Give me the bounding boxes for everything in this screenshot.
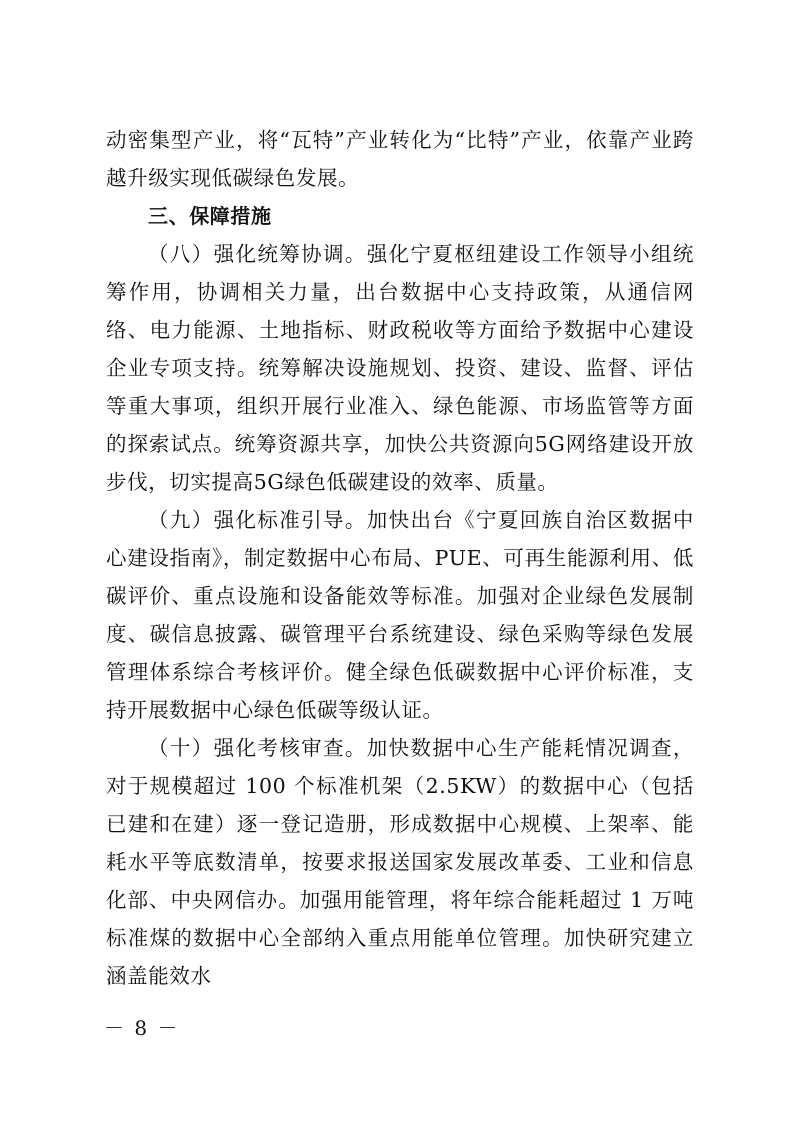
page-number: － 8 － xyxy=(104,1016,180,1040)
section-heading: 三、保障措施 xyxy=(148,204,272,228)
paragraph-standards: （九）强化标准引导。加快出台《宁夏回族自治区数据中心建设指南》，制定数据中心布局、PUE、可再生能源利用、低碳评价、重点设施和设备能效等标准。加强对企业绿色发展制度、碳信息披露、碳管理平台系统建设、绿色采购等绿色发展管理体系综合考核评价。健全绿色低碳数据中心评价标准，支持开展数据中心绿色低碳等级认证。 xyxy=(106,508,694,722)
paragraph-coordination: （八）强化统筹协调。强化宁夏枢纽建设工作领导小组统筹作用，协调相关力量，出台数据中心支持政策，从通信网络、电力能源、土地指标、财政税收等方面给予数据中心建设企业专项支持。统筹解决设施规划、投资、建设、监督、评估等重大事项，组织开展行业准入、绿色能源、市场监管等方面的探索试点。统筹资源共享，加快公共资源向5G网络建设开放步伐，切实提高5G绿色低碳建设的效率、质量。 xyxy=(106,242,694,494)
continuation-paragraph: 动密集型产业，将“瓦特”产业转化为“比特”产业，依靠产业跨越升级实现低碳绿色发展。 xyxy=(106,128,694,190)
document-body xyxy=(106,121,694,995)
paragraph-assessment: （十）强化考核审查。加快数据中心生产能耗情况调查，对于规模超过 100 个标准机架（2.5KW）的数据中心（包括已建和在建）逐一登记造册，形成数据中心规模、上架率、能耗水平等底数清单，按要求报送国家发展改革委、工业和信息化部、中央网信办。加强用能管理，将年综合能耗超过 1 万吨标准煤的数据中心全部纳入重点用能单位管理。加快研究建立涵盖能效水 xyxy=(106,736,694,988)
